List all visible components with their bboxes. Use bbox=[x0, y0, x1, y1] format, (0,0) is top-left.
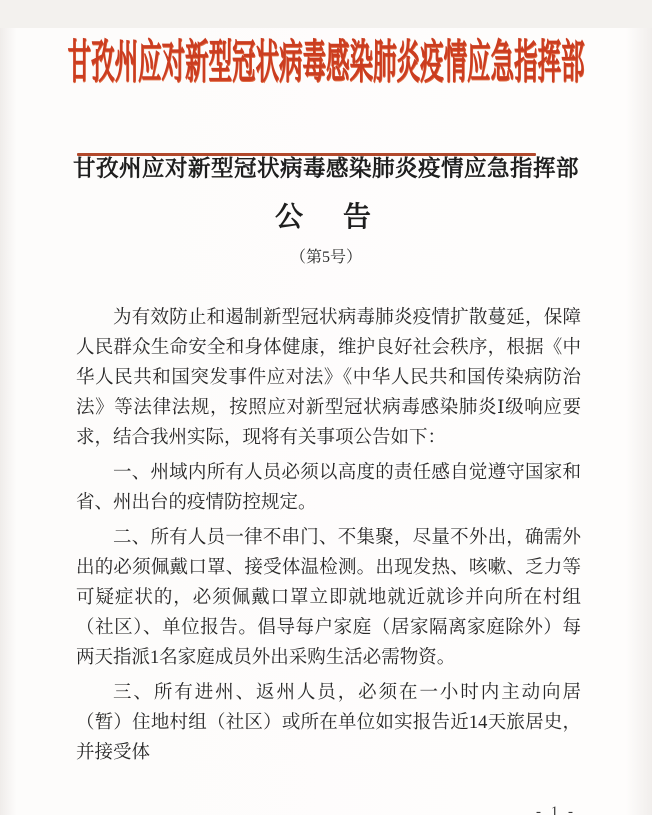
red-divider-line bbox=[77, 153, 536, 156]
red-masthead bbox=[0, 28, 652, 88]
page-number: - 1 - bbox=[536, 804, 576, 815]
masthead-title: 甘孜州应对新型冠状病毒感染肺炎疫情应急指挥部 bbox=[67, 38, 585, 90]
issue-number: （第5号） bbox=[289, 249, 362, 266]
document-body bbox=[0, 303, 652, 768]
body-paragraph-intro: 为有效防止和遏制新型冠状病毒肺炎疫情扩散蔓延，保障人民群众生命安全和身体健康，维护良好社会秩序，根据《中华人民共和国突发事件应对法》《中华人民共和国传染病防治法》等法律法规，按照应对新型冠状病毒感染肺炎Ⅰ级响应要求，结合我州实际，现将有关事项公告如下： bbox=[76, 308, 581, 448]
announcement-heading: 公 告 bbox=[274, 202, 377, 233]
document-title: 甘孜州应对新型冠状病毒感染肺炎疫情应急指挥部 bbox=[72, 156, 579, 181]
document-page bbox=[0, 28, 652, 815]
body-paragraph-item-1: 一、州域内所有人员必须以高度的责任感自觉遵守国家和省、州出台的疫情防控规定。 bbox=[76, 463, 581, 513]
body-paragraph-item-3: 三、所有进州、返州人员，必须在一小时内主动向居（暂）住地村组（社区）或所在单位如实报告近14天旅居史，并接受体 bbox=[76, 683, 581, 763]
body-paragraph-item-2: 二、所有人员一律不串门、不集聚，尽量不外出，确需外出的必须佩戴口罩、接受体温检测。出现发热、咳嗽、乏力等可疑症状的，必须佩戴口罩立即就地就近就诊并向所在村组（社区）、单位报告。倡导每户家庭（居家隔离家庭除外）每两天指派1名家庭成员外出采购生活必需物资。 bbox=[76, 528, 581, 668]
